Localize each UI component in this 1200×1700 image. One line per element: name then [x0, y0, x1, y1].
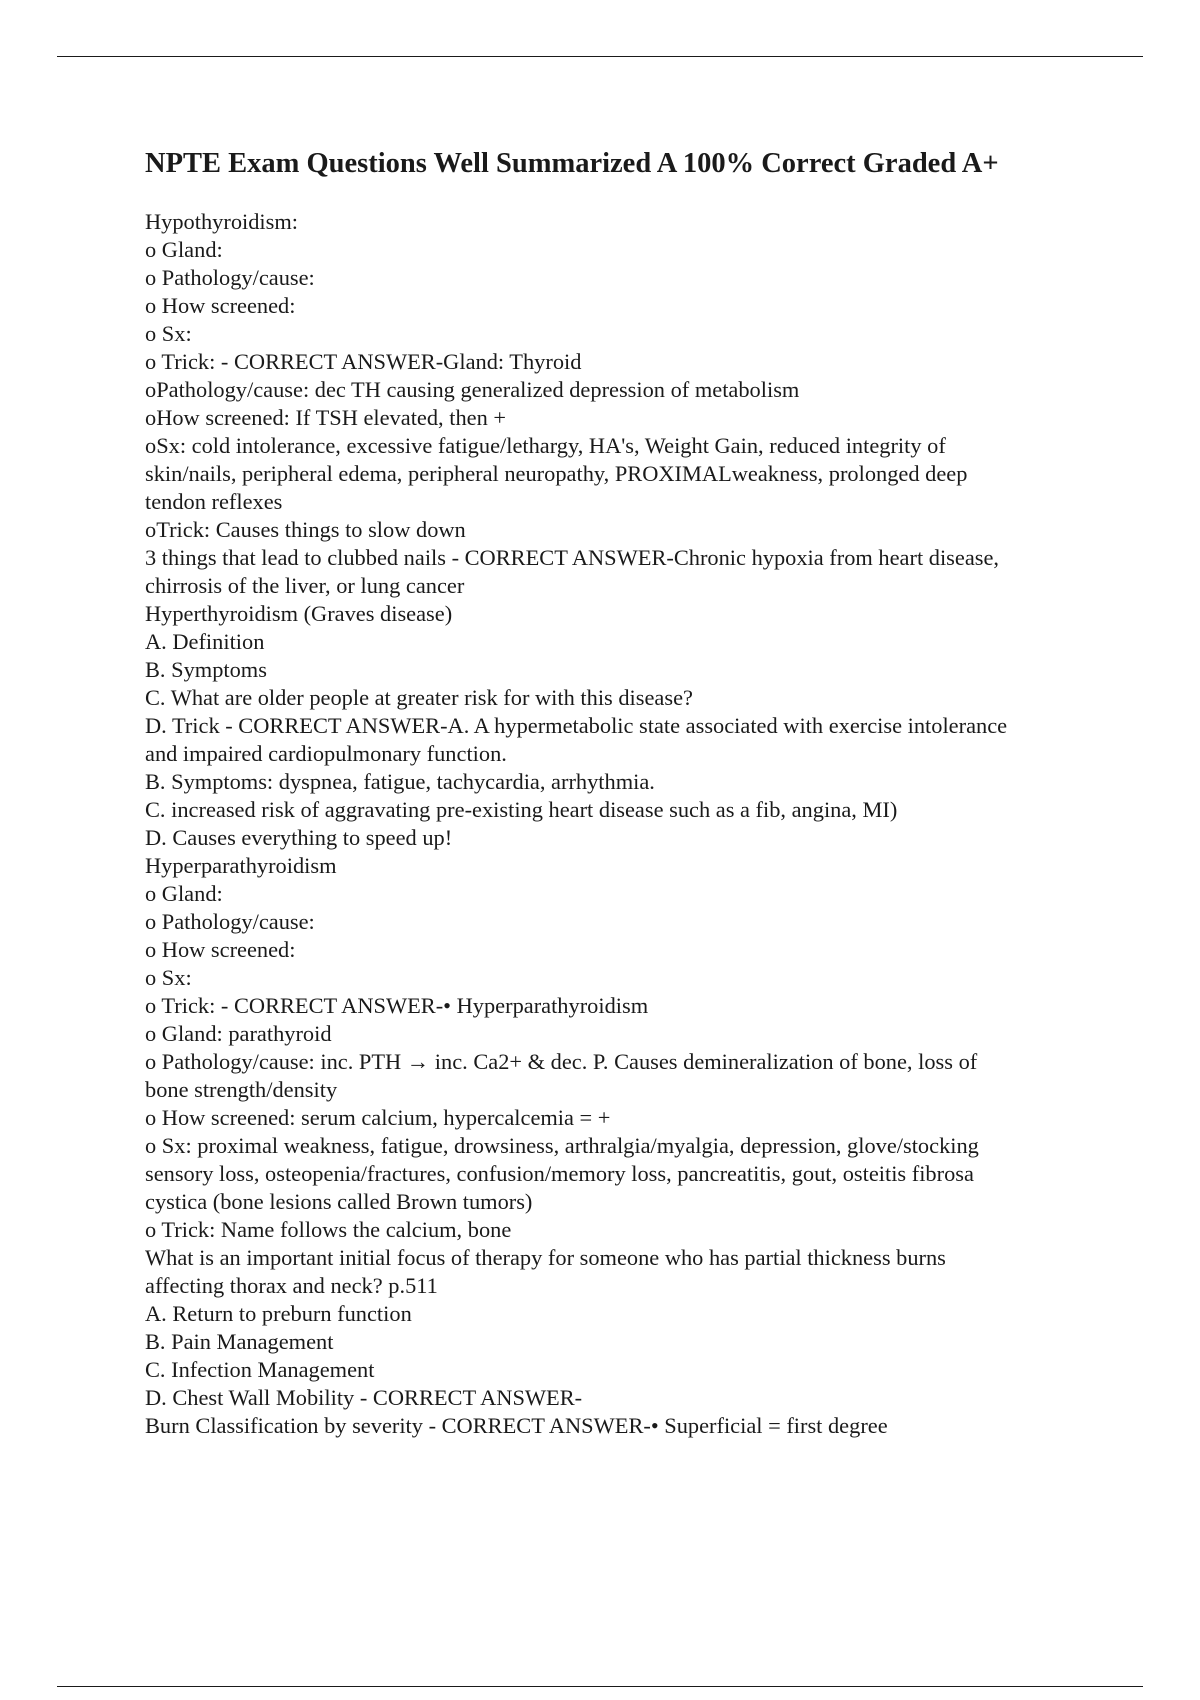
text-line: B. Symptoms: dyspnea, fatigue, tachycardia, arrhythmia. [145, 769, 655, 794]
text-line: Hypothyroidism: [145, 209, 299, 234]
text-line: sensory loss, osteopenia/fractures, confusion/memory loss, pancreatitis, gout, osteitis fibrosa [145, 1161, 974, 1186]
text-line: 3 things that lead to clubbed nails - CORRECT ANSWER-Chronic hypoxia from heart disease, [145, 545, 1000, 570]
text-line: bone strength/density [145, 1077, 338, 1102]
text-line: skin/nails, peripheral edema, peripheral neuropathy, PROXIMALweakness, prolonged deep [145, 461, 968, 486]
text-line: o Trick: - CORRECT ANSWER-• Hyperparathyroidism [145, 993, 649, 1018]
text-line: o How screened: [145, 293, 296, 318]
text-line: Burn Classification by severity - CORRECT ANSWER-• Superficial = first degree [145, 1413, 888, 1438]
text-line: o Pathology/cause: inc. PTH → inc. Ca2+ & dec. P. Causes demineralization of bone, loss of [145, 1049, 978, 1074]
document-title: NPTE Exam Questions Well Summarized A 100% Correct Graded A+ [145, 148, 999, 179]
header-rule [57, 56, 1143, 57]
text-line: C. Infection Management [145, 1357, 375, 1382]
text-line: o Pathology/cause: [145, 265, 315, 290]
text-line: B. Symptoms [145, 657, 267, 682]
text-line: D. Chest Wall Mobility - CORRECT ANSWER- [145, 1385, 583, 1410]
text-line: Hyperparathyroidism [145, 853, 337, 878]
text-line: o Trick: Name follows the calcium, bone [145, 1217, 512, 1242]
text-line: B. Pain Management [145, 1329, 334, 1354]
text-line: and impaired cardiopulmonary function. [145, 741, 507, 766]
text-line: o Sx: proximal weakness, fatigue, drowsiness, arthralgia/myalgia, depression, glove/stocking [145, 1133, 979, 1158]
text-line: oPathology/cause: dec TH causing generalized depression of metabolism [145, 377, 800, 402]
text-line: oSx: cold intolerance, excessive fatigue/lethargy, HA's, Weight Gain, reduced integrity of [145, 433, 946, 458]
text-line: o Trick: - CORRECT ANSWER-Gland: Thyroid [145, 349, 582, 374]
text-line: o Sx: [145, 321, 192, 346]
text-line: oHow screened: If TSH elevated, then + [145, 405, 507, 430]
text-line: o Gland: [145, 881, 223, 906]
text-line: affecting thorax and neck? p.511 [145, 1273, 438, 1298]
text-line: o How screened: [145, 937, 296, 962]
text-line: C. increased risk of aggravating pre-existing heart disease such as a fib, angina, MI) [145, 797, 898, 822]
text-line: oTrick: Causes things to slow down [145, 517, 466, 542]
text-line: cystica (bone lesions called Brown tumors) [145, 1189, 533, 1214]
text-line: tendon reflexes [145, 489, 283, 514]
text-line: o How screened: serum calcium, hypercalcemia = + [145, 1105, 611, 1130]
text-line: D. Trick - CORRECT ANSWER-A. A hypermetabolic state associated with exercise intolerance [145, 713, 1008, 738]
text-line: D. Causes everything to speed up! [145, 825, 453, 850]
text-line: o Pathology/cause: [145, 909, 315, 934]
text-line: chirrosis of the liver, or lung cancer [145, 573, 465, 598]
document-body [145, 208, 1105, 1440]
footer-rule [57, 1686, 1143, 1687]
text-line: o Sx: [145, 965, 192, 990]
text-line: A. Definition [145, 629, 265, 654]
text-line: C. What are older people at greater risk for with this disease? [145, 685, 693, 710]
text-line: o Gland: [145, 237, 223, 262]
text-line: o Gland: parathyroid [145, 1021, 332, 1046]
text-line: Hyperthyroidism (Graves disease) [145, 601, 453, 626]
text-line: A. Return to preburn function [145, 1301, 412, 1326]
text-line: What is an important initial focus of therapy for someone who has partial thickness burns [145, 1245, 946, 1270]
